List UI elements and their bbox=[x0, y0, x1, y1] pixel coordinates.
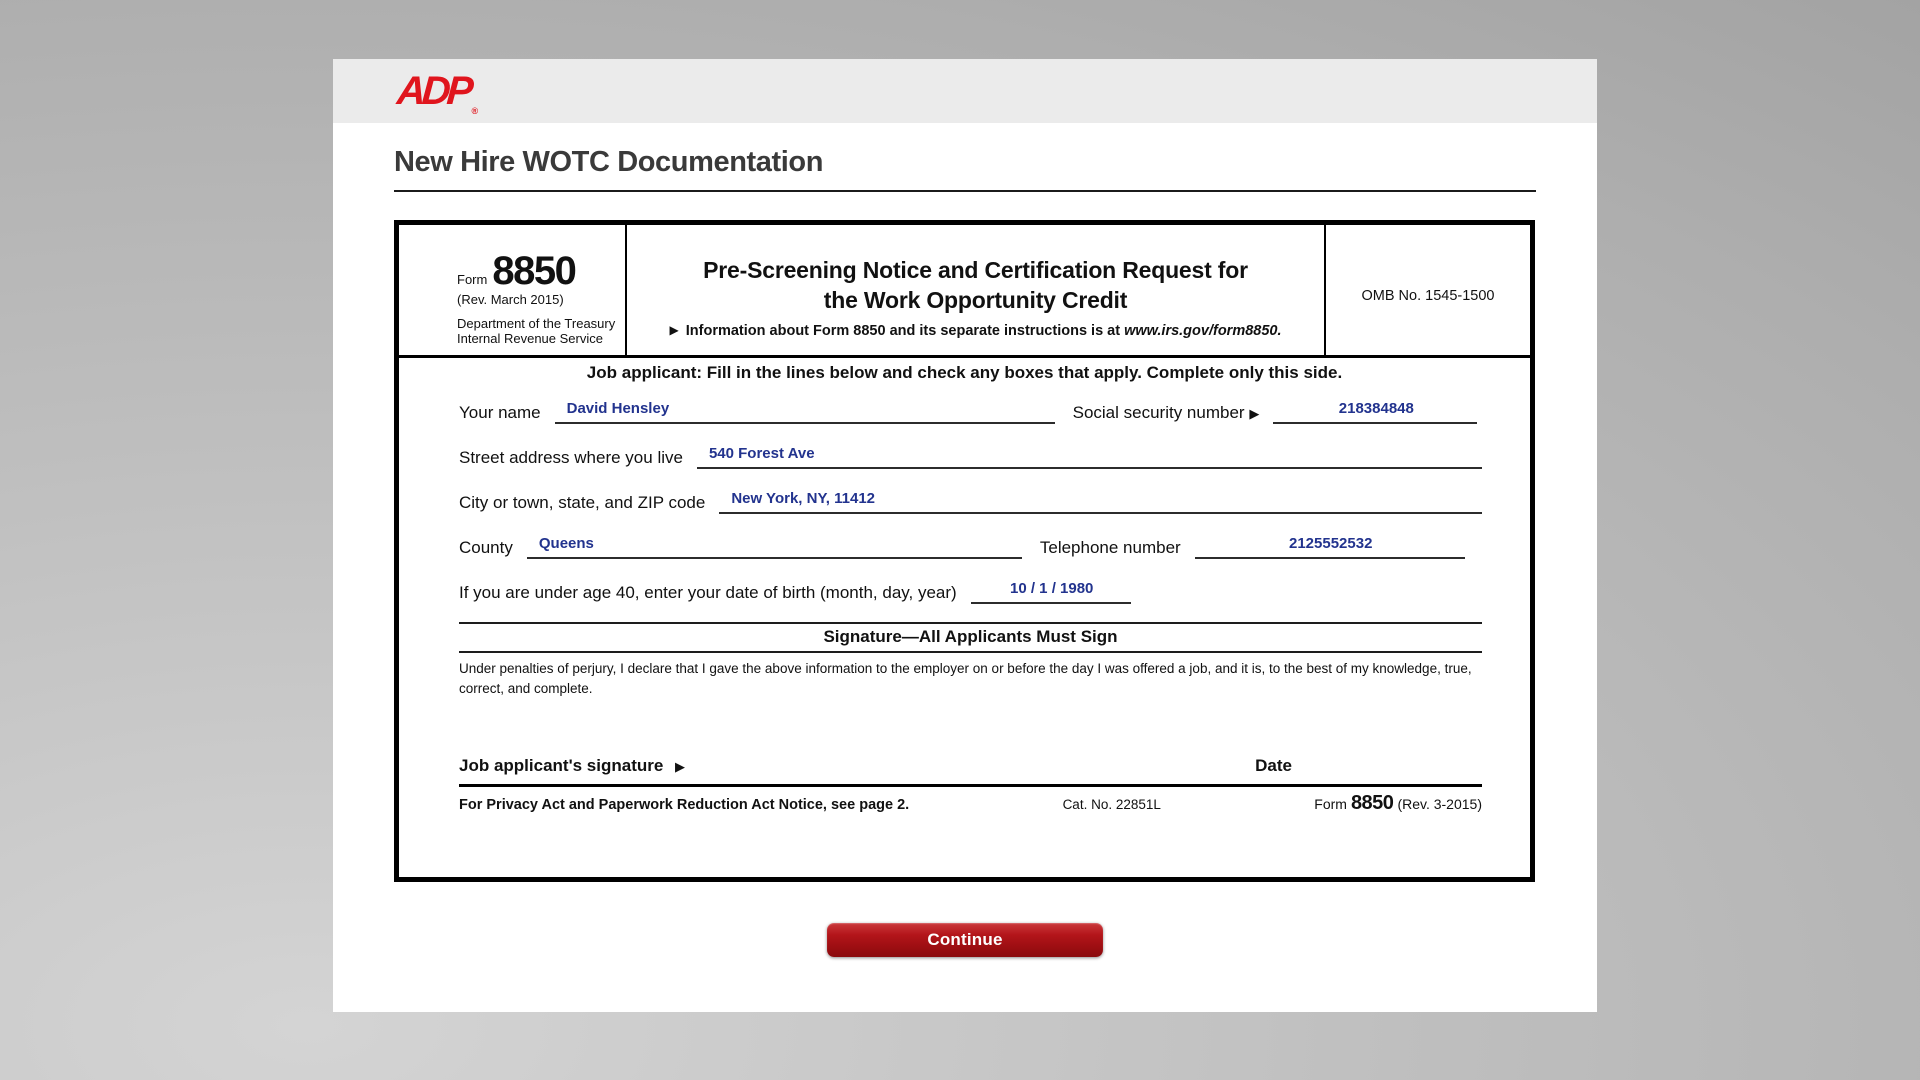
ssn-field[interactable] bbox=[1273, 397, 1477, 424]
city-row bbox=[459, 487, 1482, 514]
form-body bbox=[399, 383, 1530, 815]
ssn-label: Social security number ▶ bbox=[1072, 403, 1260, 422]
form-title-line-2: the Work Opportunity Credit bbox=[823, 287, 1128, 314]
omb-block bbox=[1324, 225, 1530, 355]
your-name-label: Your name bbox=[459, 403, 541, 422]
privacy-notice: For Privacy Act and Paperwork Reduction Act Notice, see page 2. bbox=[459, 796, 910, 813]
catalog-number: Cat. No. 22851L bbox=[1062, 796, 1161, 812]
county-label: County bbox=[459, 538, 513, 557]
adp-logo-text: ADP bbox=[395, 69, 471, 113]
form-header bbox=[399, 225, 1530, 358]
form-number: 8850 bbox=[492, 249, 576, 293]
form-number-block bbox=[399, 225, 627, 355]
county-value: Queens bbox=[538, 535, 594, 552]
signature-section bbox=[459, 622, 1482, 815]
dob-label: If you are under age 40, enter your date of birth (month, day, year) bbox=[459, 583, 957, 602]
dob-value: 10 / 1 / 1980 bbox=[1010, 580, 1094, 597]
right-pointer-icon bbox=[667, 759, 671, 774]
footer-form-number: 8850 bbox=[1350, 791, 1394, 814]
street-field[interactable] bbox=[697, 442, 1482, 469]
info-text: Information about Form 8850 and its separate instructions is at bbox=[685, 322, 1121, 339]
form-title-block bbox=[627, 225, 1324, 355]
form-8850-preview bbox=[394, 220, 1535, 882]
info-url: www.irs.gov/form8850. bbox=[1124, 322, 1282, 339]
perjury-statement: Under penalties of perjury, I declare that I gave the above information to the employer on or before the day I was offered a job, and it is, to the best of my knowledge, true, correct, and complete. bbox=[459, 661, 1472, 697]
form-title-line-1: Pre-Screening Notice and Certification Request for bbox=[703, 257, 1248, 283]
title-divider bbox=[394, 190, 1536, 192]
dob-row bbox=[459, 577, 1482, 604]
form-number-footer: Form 8850 (Rev. 3-2015) bbox=[1314, 791, 1482, 814]
city-value: New York, NY, 11412 bbox=[731, 490, 876, 507]
city-field[interactable] bbox=[719, 487, 1482, 514]
your-name-field[interactable] bbox=[555, 397, 1055, 424]
adp-logo-icon bbox=[395, 69, 479, 116]
county-field[interactable] bbox=[527, 532, 1022, 559]
street-row bbox=[459, 442, 1482, 469]
agency-line-1: Department of the Treasury bbox=[457, 316, 616, 332]
form-revision: (Rev. March 2015) bbox=[457, 291, 564, 307]
signature-label: Job applicant's signature ▶ bbox=[459, 755, 685, 775]
continue-button[interactable]: Continue bbox=[827, 923, 1103, 957]
date-label: Date bbox=[1255, 755, 1292, 775]
signature-heading: Signature—All Applicants Must Sign bbox=[459, 622, 1482, 653]
form-word: Form bbox=[457, 272, 488, 287]
county-phone-row bbox=[459, 532, 1482, 559]
signature-line-row bbox=[459, 756, 1482, 776]
phone-field[interactable] bbox=[1195, 532, 1465, 559]
page-title: New Hire WOTC Documentation bbox=[394, 146, 824, 178]
registered-trademark-symbol: ® bbox=[471, 106, 479, 116]
right-pointer-icon: ▶ bbox=[1249, 406, 1260, 421]
street-label: Street address where you live bbox=[459, 448, 683, 467]
wotc-page-card bbox=[333, 59, 1597, 1012]
city-label: City or town, state, and ZIP code bbox=[459, 493, 706, 512]
omb-number: OMB No. 1545-1500 bbox=[1361, 288, 1495, 304]
phone-label: Telephone number bbox=[1039, 538, 1181, 557]
agency-block bbox=[457, 316, 625, 347]
dob-field[interactable] bbox=[971, 577, 1131, 604]
your-name-value: David Hensley bbox=[566, 400, 670, 417]
right-pointer-icon: ▶ bbox=[674, 758, 685, 774]
right-pointer-icon: ▶ bbox=[669, 322, 679, 337]
brand-header bbox=[333, 59, 1597, 123]
ssn-value: 218384848 bbox=[1338, 400, 1414, 417]
applicant-instruction: Job applicant: Fill in the lines below and check any boxes that apply. Complete only this side. bbox=[586, 363, 1343, 382]
form-footer bbox=[459, 787, 1482, 815]
form-info-line bbox=[627, 323, 1324, 339]
name-ssn-row bbox=[459, 397, 1482, 424]
street-value: 540 Forest Ave bbox=[708, 445, 815, 462]
phone-value: 2125552532 bbox=[1288, 535, 1373, 552]
agency-line-2: Internal Revenue Service bbox=[457, 331, 603, 347]
